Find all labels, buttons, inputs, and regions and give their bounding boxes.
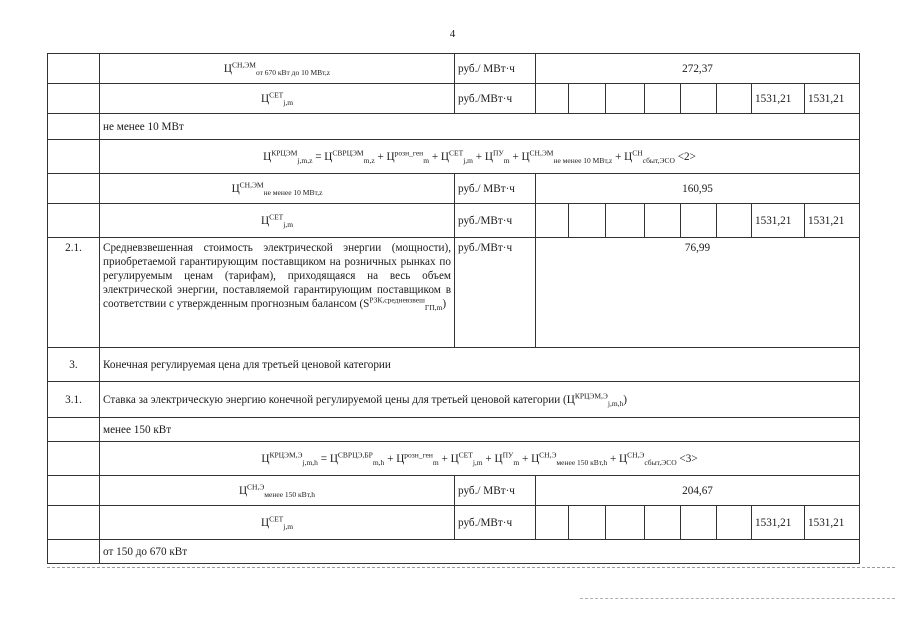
value-cell: 160,95 (536, 174, 860, 204)
empty-cell (645, 506, 681, 540)
symbol-main: Ц (260, 214, 270, 227)
symbol-sub: j,m (283, 97, 294, 107)
tariff-table (47, 53, 860, 564)
num-cell (48, 174, 100, 204)
table-row (48, 382, 860, 418)
value-cell: 204,67 (536, 476, 860, 506)
symbol-sub: менее 150 кВт,h (264, 489, 316, 499)
symbol-main: Ц (223, 62, 233, 75)
section-heading: Конечная регулируемая цена для третьей ценовой категории (100, 348, 860, 382)
table-row (48, 540, 860, 564)
symbol-sup: СН,Э (247, 481, 265, 491)
symbol-cell (100, 84, 455, 114)
empty-cell (717, 84, 752, 114)
empty-cell (606, 506, 645, 540)
value-cell: 1531,21 (752, 84, 805, 114)
table-row (48, 476, 860, 506)
description-end: ) (442, 298, 447, 310)
value-cell: 1531,21 (805, 84, 860, 114)
unit-cell: руб./МВт·ч (455, 84, 536, 114)
description-sup: РЗК,средневзвеш (369, 295, 425, 305)
symbol-cell (100, 54, 455, 84)
symbol-sub: j,m (283, 521, 294, 531)
symbol-cell (100, 476, 455, 506)
unit-cell: руб./ МВт·ч (455, 54, 536, 84)
num-cell (48, 506, 100, 540)
section-heading (100, 382, 860, 418)
empty-cell (717, 204, 752, 238)
formula-cell (100, 442, 860, 476)
num-cell (48, 140, 100, 174)
heading-sub: j,m,h (607, 398, 624, 408)
num-cell (48, 84, 100, 114)
heading-end: ) (623, 393, 628, 406)
num-cell (48, 54, 100, 84)
unit-cell: руб./МВт·ч (455, 204, 536, 238)
symbol-sup: СН,ЭМ (232, 59, 256, 69)
empty-cell (569, 84, 606, 114)
num-cell: 2.1. (48, 238, 100, 348)
formula-cell (100, 140, 860, 174)
empty-cell (536, 506, 569, 540)
heading-sup: КРЦЭМ,Э (574, 390, 608, 400)
symbol-main: Ц (231, 182, 240, 195)
num-cell: 3. (48, 348, 100, 382)
symbol-sup: СЕТ (269, 89, 284, 99)
symbol-sub: от 670 кВт до 10 МВт,z (255, 67, 331, 77)
value-cell: 1531,21 (805, 204, 860, 238)
unit-cell: руб./МВт·ч (455, 506, 536, 540)
table-row (48, 418, 860, 442)
page-number: 4 (449, 28, 456, 40)
num-cell: 3.1. (48, 382, 100, 418)
empty-cell (681, 506, 717, 540)
empty-cell (606, 204, 645, 238)
symbol-cell (100, 506, 455, 540)
table-row (48, 238, 860, 348)
table-row (48, 506, 860, 540)
table-row (48, 442, 860, 476)
formula: $Ц^{КРЦЭМ}_{j,m,z} = Ц^{СВРЦЭМ}_{m,z} + Ц^{розн\_ген}_m + Ц^{СЕТ}_{j,m} + Ц^{ПУ}_m + Ц^{СН,ЭМ}_{не менее 10 МВт,z} + Ц^{СН}_{сбыт,ЭСО} <2>$ (263, 147, 696, 165)
num-cell (48, 540, 100, 564)
value-cell: 76,99 (536, 238, 860, 348)
table-row (48, 140, 860, 174)
table-row (48, 54, 860, 84)
empty-cell (717, 506, 752, 540)
num-cell (48, 442, 100, 476)
symbol-main: Ц (260, 92, 270, 105)
table-row (48, 114, 860, 140)
symbol-sup: СН,ЭМ (239, 179, 264, 189)
unit-cell: руб./ МВт·ч (455, 174, 536, 204)
empty-cell (569, 506, 606, 540)
empty-cell (569, 204, 606, 238)
description-cell (100, 238, 455, 348)
num-cell (48, 476, 100, 506)
formula: $Ц^{КРЦЭМ,Э}_{j,m,h} = Ц^{СВРЦЭ,БР}_{m,h} + Ц^{розн\_ген}_m + Ц^{СЕТ}_{j,m} + Ц^{ПУ}_m + Ц^{СН,Э}_{менее 150 кВт,h} + Ц^{СН,Э}_{сбыт,ЭСО} <3>$ (261, 449, 698, 467)
symbol-sup: СЕТ (269, 513, 284, 523)
table-row (48, 174, 860, 204)
value-cell: 1531,21 (805, 506, 860, 540)
table-row (48, 204, 860, 238)
section-label: менее 150 кВт (100, 418, 860, 442)
heading-text: Ставка за электрическую энергию конечной регулируемой цены для третьей ценовой категории (Ц (103, 393, 575, 406)
unit-cell: руб./ МВт·ч (455, 476, 536, 506)
empty-cell (606, 84, 645, 114)
symbol-sub: не менее 10 МВт,z (263, 187, 323, 197)
empty-cell (645, 84, 681, 114)
empty-cell (645, 204, 681, 238)
empty-cell (681, 204, 717, 238)
symbol-main: Ц (260, 516, 270, 529)
num-cell (48, 418, 100, 442)
scan-artifact-line (47, 567, 895, 568)
description-sub: ГП,m (424, 303, 443, 313)
symbol-main: Ц (238, 484, 248, 497)
table-row (48, 84, 860, 114)
scan-artifact-line (580, 598, 895, 599)
value-cell: 272,37 (536, 54, 860, 84)
table-row (48, 348, 860, 382)
num-cell (48, 114, 100, 140)
empty-cell (681, 84, 717, 114)
empty-cell (536, 204, 569, 238)
description-text: Средневзвешенная стоимость электрической энергии (мощности), приобретаемой гарантирующим поставщиком на розничных рынках по регулируемым ценам (тарифам), приходящаяся на весь объем электрической энергии, поставляемой гарантирующим поставщиком в соответствии с утвержденным прогнозным балансом (S (103, 242, 451, 310)
unit-cell: руб./МВт·ч (455, 238, 536, 348)
symbol-sup: СЕТ (269, 211, 284, 221)
value-cell: 1531,21 (752, 204, 805, 238)
symbol-cell (100, 204, 455, 238)
value-cell: 1531,21 (752, 506, 805, 540)
section-label: от 150 до 670 кВт (100, 540, 860, 564)
num-cell (48, 204, 100, 238)
symbol-sub: j,m (283, 219, 294, 229)
empty-cell (536, 84, 569, 114)
section-label: не менее 10 МВт (100, 114, 860, 140)
symbol-cell (100, 174, 455, 204)
